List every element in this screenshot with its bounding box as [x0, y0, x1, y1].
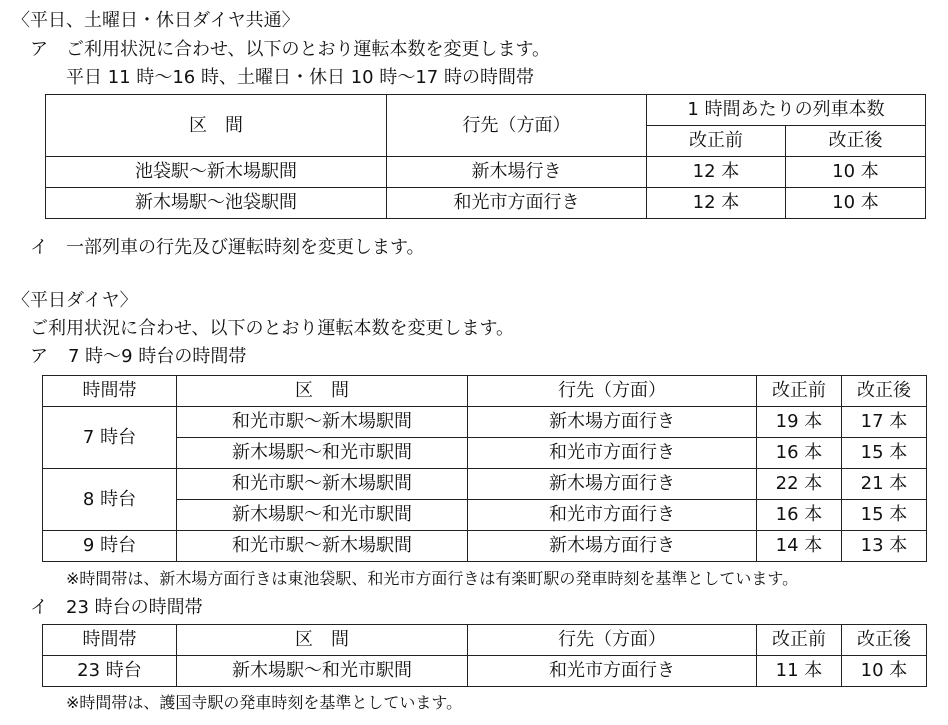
cell-destination: 和光市方面行き	[387, 188, 647, 219]
section2-item-a-text: 7 時～9 時台の時間帯	[68, 346, 247, 367]
section1-item-a-marker: ア	[30, 39, 48, 60]
header-time: 時間帯	[43, 625, 177, 656]
section2-heading: 〈平日ダイヤ〉	[12, 290, 138, 311]
section2-table-a	[42, 375, 927, 562]
cell-time: 23 時台	[43, 656, 177, 687]
table-row	[46, 188, 926, 219]
cell-section: 新木場駅～和光市駅間	[177, 500, 468, 531]
section1-table	[45, 94, 926, 219]
header-destination: 行先（方面）	[468, 376, 757, 407]
cell-after: 15 本	[842, 500, 927, 531]
header-before: 改正前	[757, 625, 842, 656]
table-row	[46, 157, 926, 188]
cell-after: 10 本	[786, 157, 926, 188]
section2-item-a-marker: ア	[30, 346, 48, 367]
header-section: 区 間	[46, 95, 387, 157]
cell-before: 22 本	[757, 469, 842, 500]
cell-before: 12 本	[647, 188, 786, 219]
header-section: 区 間	[177, 376, 468, 407]
table-row	[43, 407, 927, 438]
cell-after: 21 本	[842, 469, 927, 500]
cell-after: 15 本	[842, 438, 927, 469]
section1-heading: 〈平日、土曜日・休日ダイヤ共通〉	[12, 10, 300, 31]
header-before: 改正前	[647, 126, 786, 157]
cell-section: 新木場駅～池袋駅間	[46, 188, 387, 219]
cell-section: 新木場駅～和光市駅間	[177, 438, 468, 469]
section1-period: 平日 11 時～16 時、土曜日・休日 10 時～17 時の時間帯	[66, 67, 534, 88]
table-a-note: ※時間帯は、新木場方面行きは東池袋駅、和光市方面行きは有楽町駅の発車時刻を基準としています。	[66, 569, 799, 588]
cell-destination: 和光市方面行き	[468, 500, 757, 531]
header-destination: 行先（方面）	[387, 95, 647, 157]
cell-before: 11 本	[757, 656, 842, 687]
cell-before: 19 本	[757, 407, 842, 438]
section1-item-i-marker: イ	[30, 237, 48, 258]
table-row	[43, 531, 927, 562]
section2-table-i	[42, 624, 927, 687]
cell-section: 新木場駅～和光市駅間	[177, 656, 468, 687]
cell-time: 8 時台	[43, 469, 177, 531]
cell-destination: 和光市方面行き	[468, 438, 757, 469]
header-before: 改正前	[757, 376, 842, 407]
header-after: 改正後	[842, 376, 927, 407]
section2-item-i-marker: イ	[30, 597, 48, 618]
cell-section: 池袋駅～新木場駅間	[46, 157, 387, 188]
cell-before: 14 本	[757, 531, 842, 562]
cell-section: 和光市駅～新木場駅間	[177, 469, 468, 500]
header-after: 改正後	[842, 625, 927, 656]
header-trains-per-hour: 1 時間あたりの列車本数	[647, 95, 926, 126]
header-time: 時間帯	[43, 376, 177, 407]
section1-item-a-text: ご利用状況に合わせ、以下のとおり運転本数を変更します。	[66, 39, 551, 60]
cell-after: 13 本	[842, 531, 927, 562]
table-row	[43, 469, 927, 500]
table-i-note: ※時間帯は、護国寺駅の発車時刻を基準としています。	[66, 693, 463, 712]
cell-destination: 新木場方面行き	[468, 407, 757, 438]
cell-destination: 新木場行き	[387, 157, 647, 188]
cell-after: 10 本	[786, 188, 926, 219]
header-section: 区 間	[177, 625, 468, 656]
cell-section: 和光市駅～新木場駅間	[177, 407, 468, 438]
cell-time: 9 時台	[43, 531, 177, 562]
section2-intro: ご利用状況に合わせ、以下のとおり運転本数を変更します。	[30, 318, 515, 339]
cell-destination: 和光市方面行き	[468, 656, 757, 687]
cell-after: 10 本	[842, 656, 927, 687]
header-after: 改正後	[786, 126, 926, 157]
cell-destination: 新木場方面行き	[468, 469, 757, 500]
cell-section: 和光市駅～新木場駅間	[177, 531, 468, 562]
cell-time: 7 時台	[43, 407, 177, 469]
cell-destination: 新木場方面行き	[468, 531, 757, 562]
header-destination: 行先（方面）	[468, 625, 757, 656]
section2-item-i-text: 23 時台の時間帯	[66, 597, 203, 618]
section1-item-i-text: 一部列車の行先及び運転時刻を変更します。	[66, 237, 425, 258]
cell-after: 17 本	[842, 407, 927, 438]
cell-before: 12 本	[647, 157, 786, 188]
cell-before: 16 本	[757, 438, 842, 469]
table-row	[43, 656, 927, 687]
cell-before: 16 本	[757, 500, 842, 531]
